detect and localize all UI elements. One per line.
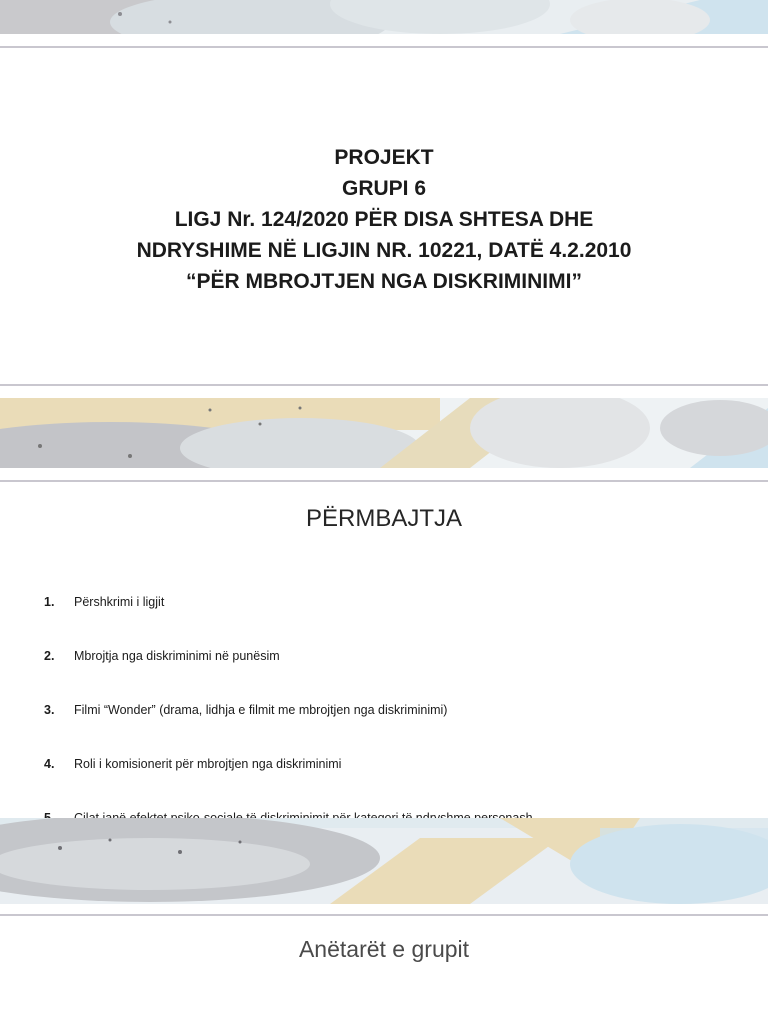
slide2-top-divider [0, 480, 768, 482]
list-item [44, 644, 744, 698]
list-item [44, 752, 744, 806]
item-number: 3. [44, 703, 55, 717]
title-line: “PËR MBROJTJEN NGA DISKRIMINIMI” [186, 270, 582, 293]
slide1-top-divider [0, 46, 768, 48]
slide3-top-divider [0, 914, 768, 916]
slide1-bottom-divider [0, 384, 768, 386]
title-line: GRUPI 6 [341, 177, 427, 200]
list-item [44, 698, 744, 752]
list-item [44, 590, 744, 644]
bottom-decorative-banner [0, 818, 768, 904]
item-number: 1. [44, 595, 55, 609]
item-text: Përshkrimi i ligjit [74, 595, 165, 609]
group-members-heading: Anëtarët e grupit [298, 936, 470, 962]
item-text: Mbrojtja nga diskriminimi në punësim [74, 649, 280, 663]
item-number: 4. [44, 757, 55, 771]
item-number: 2. [44, 649, 55, 663]
title-line: PROJEKT [334, 146, 434, 169]
title-line: NDRYSHIME NË LIGJIN NR. 10221, DATË 4.2.2010 [136, 239, 632, 262]
item-text: Filmi “Wonder” (drama, lidhja e filmit me mbrojtjen nga diskriminimi) [74, 703, 448, 717]
title-line: LIGJ Nr. 124/2020 PËR DISA SHTESA DHE [174, 208, 594, 231]
contents-heading: PËRMBAJTJA [305, 505, 463, 532]
top-decorative-banner [0, 0, 768, 34]
project-title [0, 142, 768, 297]
item-text: Roli i komisionerit për mbrojtjen nga diskriminimi [74, 757, 342, 771]
middle-decorative-banner [0, 398, 768, 468]
